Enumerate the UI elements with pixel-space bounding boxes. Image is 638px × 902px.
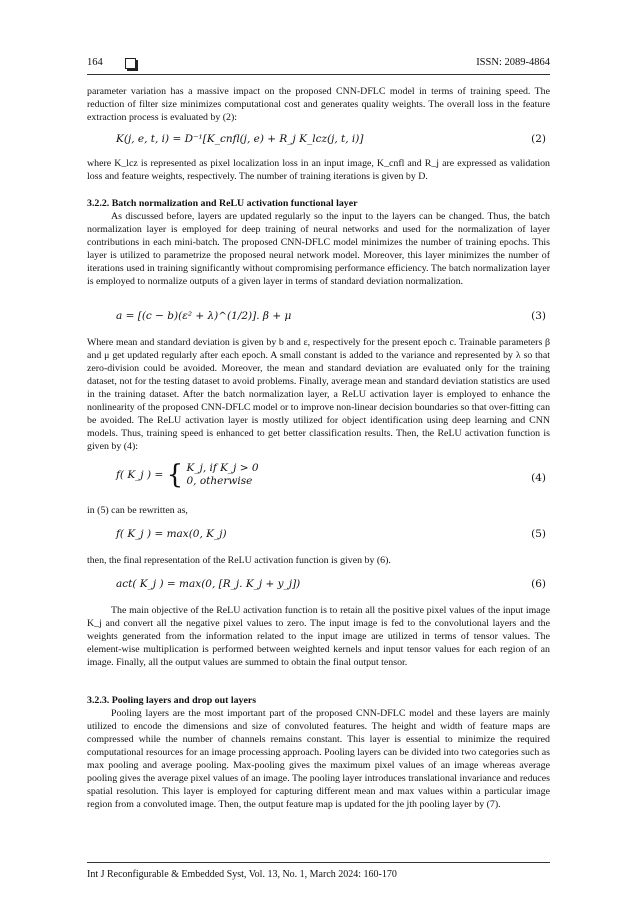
equation-expression: K(j, e, t, i) = D⁻¹[K_cnfl(j, e) + R_j K_lcz(j, t, i)] <box>116 133 364 145</box>
equation-expression: a = [(c − b)(ε² + λ)^(1/2)]. β + μ <box>116 310 292 323</box>
equation-lhs: f( K_j ) = <box>116 469 164 482</box>
paragraph: then, the final representation of the ReLU activation function is given by (6). <box>87 555 391 567</box>
equation-5 <box>87 528 550 554</box>
section-heading: 3.2.3. Pooling layers and drop out layers <box>87 695 257 707</box>
equation-4 <box>87 462 550 500</box>
equation-case: 0, otherwise <box>186 475 253 488</box>
equation-number: (6) <box>531 578 546 591</box>
equation-expression: act( K_j ) = max(0, [R_j. K_j + y_j]) <box>116 578 301 591</box>
equation-6 <box>87 578 550 604</box>
equation-number: (4) <box>531 472 546 485</box>
header-rule <box>87 74 550 75</box>
equation-number: (3) <box>531 310 546 323</box>
page-header <box>87 57 550 73</box>
equation-number: (2) <box>531 133 546 145</box>
issn-label: ISSN: 2089-4864 <box>476 57 550 68</box>
equation-case: K_j, if K_j > 0 <box>186 462 259 475</box>
paragraph: where K_lcz is represented as pixel localization loss in an input image, K_cnfl and R_j are expressed as validation loss and feature weights, respectively. The number of training iterations is given by D. <box>87 158 550 183</box>
body-text <box>87 85 550 811</box>
page-number: 164 <box>87 57 103 68</box>
equation-2 <box>87 133 550 157</box>
paragraph: Pooling layers are the most important part of the proposed CNN-DFLC model and these layers are mainly utilized to encode the dimensions and size of convoluted features. The height and width of feature maps are compressed while the number of channels remains constant. This layer is essential to minimize the required computational resources for an image processing approach. Pooling layers can be divided into two categories such as max pooling and average pooling. Max-pooling gives the maximum pixel values of an image whereas average pooling gives the average pixel values of an image. The pooling layer introduces translational invariance and reduces spatial resolution. This layer is employed for capturing different mean and max values within a particular image region from a convoluted image. Then, the output feature map is updated for the jth pooling layer by (7). <box>87 708 550 811</box>
paragraph: parameter variation has a massive impact on the proposed CNN-DFLC model in terms of training speed. The reduction of filter size minimizes computational cost and generates quality weights. The overall loss in the feature extraction process is evaluated by (2): <box>87 86 550 124</box>
equation-3 <box>87 310 550 336</box>
paragraph: As discussed before, layers are updated regularly so the input to the layers can be changed. Thus, the batch normalization layer is employed for deep training of neural networks and used for the normalization of layer contributions in each mini-batch. The proposed CNN-DFLC model minimizes the number of training epochs. This layer is utilized to parametrize the proposed neural network model. Moreover, this layer minimizes the number of iterations used in training significantly without compromising performance efficiency. The batch normalization layer is employed to normalize outputs of a given layer in terms of standard deviation normalization. <box>87 211 550 288</box>
page-footer: Int J Reconfigurable & Embedded Syst, Vol. 13, No. 1, March 2024: 160-170 <box>87 869 397 880</box>
paragraph: in (5) can be rewritten as, <box>87 505 188 517</box>
equation-cases <box>186 462 258 488</box>
section-heading: 3.2.2. Batch normalization and ReLU activation functional layer <box>87 198 358 209</box>
equation-number: (5) <box>531 528 546 541</box>
checkbox-ornament-icon <box>125 58 136 69</box>
left-brace-icon: { <box>166 460 184 491</box>
footer-rule <box>87 862 550 863</box>
paragraph: Where mean and standard deviation is given by b and ε, respectively for the present epoch c. Trainable parameters β and μ get updated regularly after each epoch. A small constant is added to the variance and represented by λ so that zero-division could be avoided. Moreover, the mean and standard deviation are evaluated only for the training dataset, not for the testing dataset to avoid problems. Finally, average mean and standard deviation statistics are used in the training dataset. After the batch normalization layer, a ReLU activation layer is employed to enhance the nonlinearity of the proposed CNN-DFLC model or to improve non-linear decision boundaries so that over-fitting can be avoided. The ReLU activation layer is mostly utilized for object identification using deep learning and CNN models. Thus, training speed is enhanced to get better classification results. Then, the ReLU activation function is given by (4): <box>87 337 551 453</box>
paragraph: The main objective of the ReLU activation function is to retain all the positive pixel values of the input image K_j and convert all the negative pixel values to zero. The input image is fed to the convolutional layers and the weights generated from the information related to the input image are utilized in terms of tensor values. The element-wise multiplication is performed between weighted kernels and input tensor values for each region of an image. Finally, all the output values are summed to obtain the final output tensor. <box>87 605 550 669</box>
equation-expression: f( K_j ) = max(0, K_j) <box>116 528 227 541</box>
